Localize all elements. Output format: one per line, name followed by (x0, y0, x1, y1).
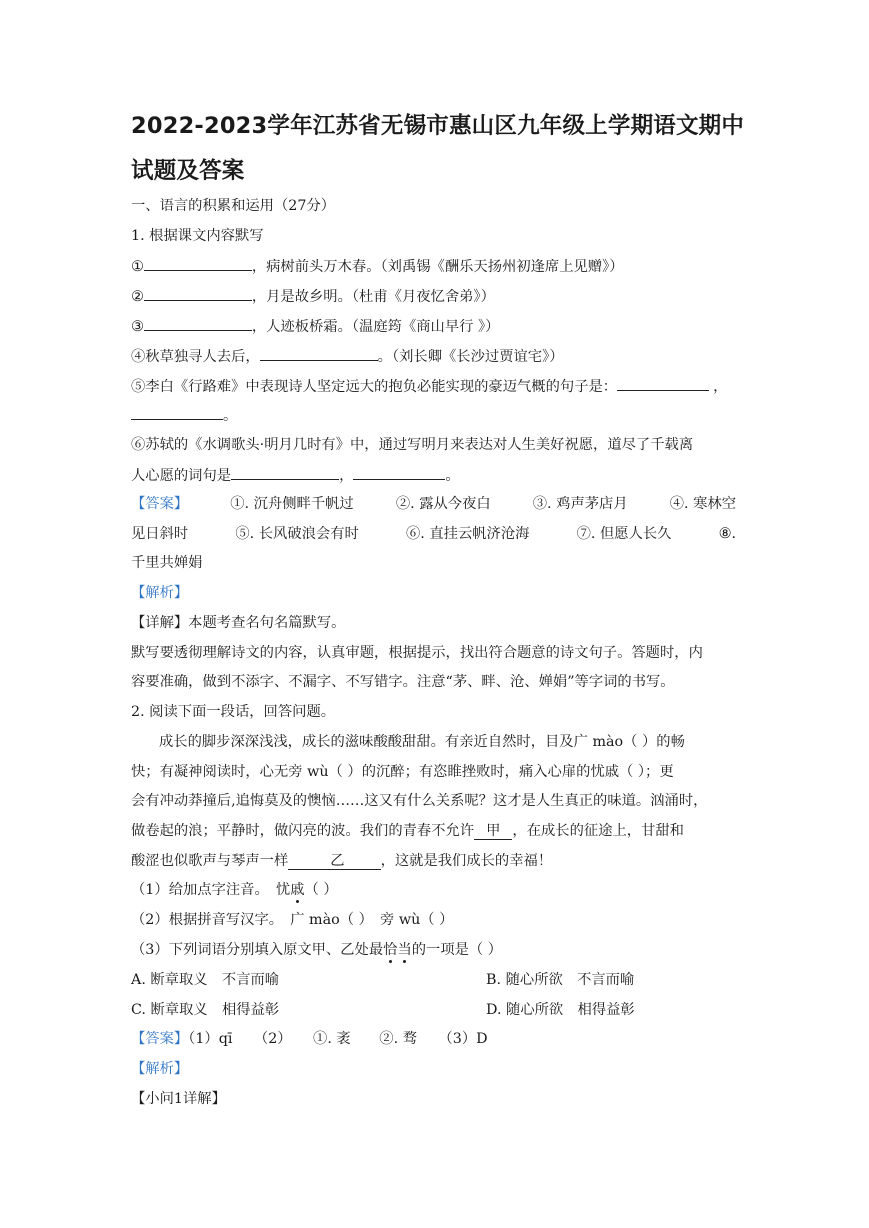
dictation-line-6-cont: 人心愿的词句是 ， 。 (131, 465, 460, 486)
answer-blank (144, 256, 252, 271)
passage-line-2: 快；有凝神阅读时，心无旁 wù（ ）的沉醉；有恣睢挫败时，痛入心扉的忧戚（ ）；更 (131, 764, 674, 780)
dictation-line-5-cont: 。 (131, 405, 237, 426)
passage-line-5: 酸涩也似歌声与琴声一样 乙 ，这就是我们成长的幸福！ (131, 853, 553, 869)
dotted-char: 戚 (290, 882, 305, 898)
answer-tag: 【答案】 (131, 1031, 189, 1047)
document-title-continued: 试题及答案 (131, 158, 245, 184)
blank-jia: 甲 (474, 823, 512, 840)
answer-blank (353, 465, 445, 480)
dictation-line-1: ① ，病树前头万木春。（刘禹锡《酬乐天扬州初逢席上见赠》） (131, 256, 624, 277)
passage-line-3: 会有冲动莽撞后,追悔莫及的懊恼……这又有什么关系呢？这才是人生真正的味道。汹涌时， (131, 793, 708, 809)
passage-line-4: 做卷起的浪；平静时，做闪亮的波。我们的青春不允许 甲 ，在成长的征途上，甘甜和 (131, 823, 684, 839)
sub-question-1: （1）给加点字注音。 忧戚（ ） (131, 882, 338, 898)
sub-question-2: （2）根据拼音写汉字。 广 mào（ ） 旁 wù（ ） (131, 912, 454, 928)
dotted-char: 当 (397, 942, 412, 958)
answer-blank (144, 286, 252, 301)
dictation-line-6: ⑥苏轼的《水调歌头·明月几时有》中，通过写明月来表达对人生美好祝愿，道尽了千载离 (131, 437, 694, 453)
dictation-line-5: ⑤李白《行路难》中表现诗人坚定远大的抱负必能实现的豪迈气概的句子是： ， (131, 376, 727, 397)
answer-row-1: 【答案】 ①. 沉舟侧畔千帆过 ②. 露从今夜白 ③. 鸡声茅店月 ④. 寒林空 (131, 496, 736, 512)
document-title: 2022-2023学年江苏省无锡市惠山区九年级上学期语文期中 (131, 113, 745, 139)
dictation-line-3: ③ ，人迹板桥霜。（温庭筠《商山早行 》） (131, 316, 499, 337)
question-2-stem: 2. 阅读下面一段话，回答问题。 (131, 704, 336, 720)
answer-blank (231, 465, 339, 480)
option-c: C. 断章取义 相得益彰 (131, 1002, 280, 1018)
option-d: D. 随心所欲 相得益彰 (486, 1002, 635, 1018)
answer-row-q2: 【答案】（1）qī （2） ①. 袤 ②. 骛 （3）D (131, 1031, 488, 1047)
dictation-line-2: ② ，月是故乡明。（杜甫《月夜忆舍弟》） (131, 286, 495, 307)
option-a: A. 断章取义 不言而喻 (131, 972, 280, 988)
detail-heading: 【详解】本题考查名句名篇默写。 (131, 615, 346, 631)
dictation-line-4: ④秋草独寻人去后， 。（刘长卿《长沙过贾谊宅》） (131, 346, 564, 367)
answer-row-3: 千里共婵娟 (131, 555, 203, 571)
answer-blank (617, 376, 709, 391)
detail-text-line-2: 容要准确，做到不添字、不漏字、不写错字。注意“茅、畔、沧、婵娟”等字词的书写。 (131, 674, 675, 690)
sub-detail-heading: 【小问1详解】 (131, 1091, 226, 1107)
answer-row-2: 见日斜时 ⑤. 长风破浪会有时 ⑥. 直挂云帆济沧海 ⑦. 但愿人长久 ⑧. (131, 526, 736, 542)
sub-question-3: （3）下列词语分别填入原文甲、乙处最恰当的一项是（ ） (131, 942, 503, 958)
analysis-tag: 【解析】 (131, 1061, 189, 1077)
answer-blank (144, 316, 252, 331)
answer-blank (260, 346, 378, 361)
answer-blank (131, 405, 223, 420)
question-1-stem: 1. 根据课文内容默写 (131, 228, 264, 244)
passage-line-1: 成长的脚步深深浅浅，成长的滋味酸酸甜甜。有亲近自然时，目及广 mào（ ）的畅 (159, 734, 685, 750)
blank-yi: 乙 (288, 853, 380, 870)
analysis-tag: 【解析】 (131, 585, 189, 601)
dotted-char: 恰 (383, 942, 398, 958)
section-heading: 一、语言的积累和运用（27分） (131, 198, 336, 214)
answer-tag: 【答案】 (131, 496, 189, 512)
detail-text-line-1: 默写要透彻理解诗文的内容，认真审题，根据提示，找出符合题意的诗文句子。答题时，内 (131, 645, 703, 661)
option-b: B. 随心所欲 不言而喻 (486, 972, 635, 988)
